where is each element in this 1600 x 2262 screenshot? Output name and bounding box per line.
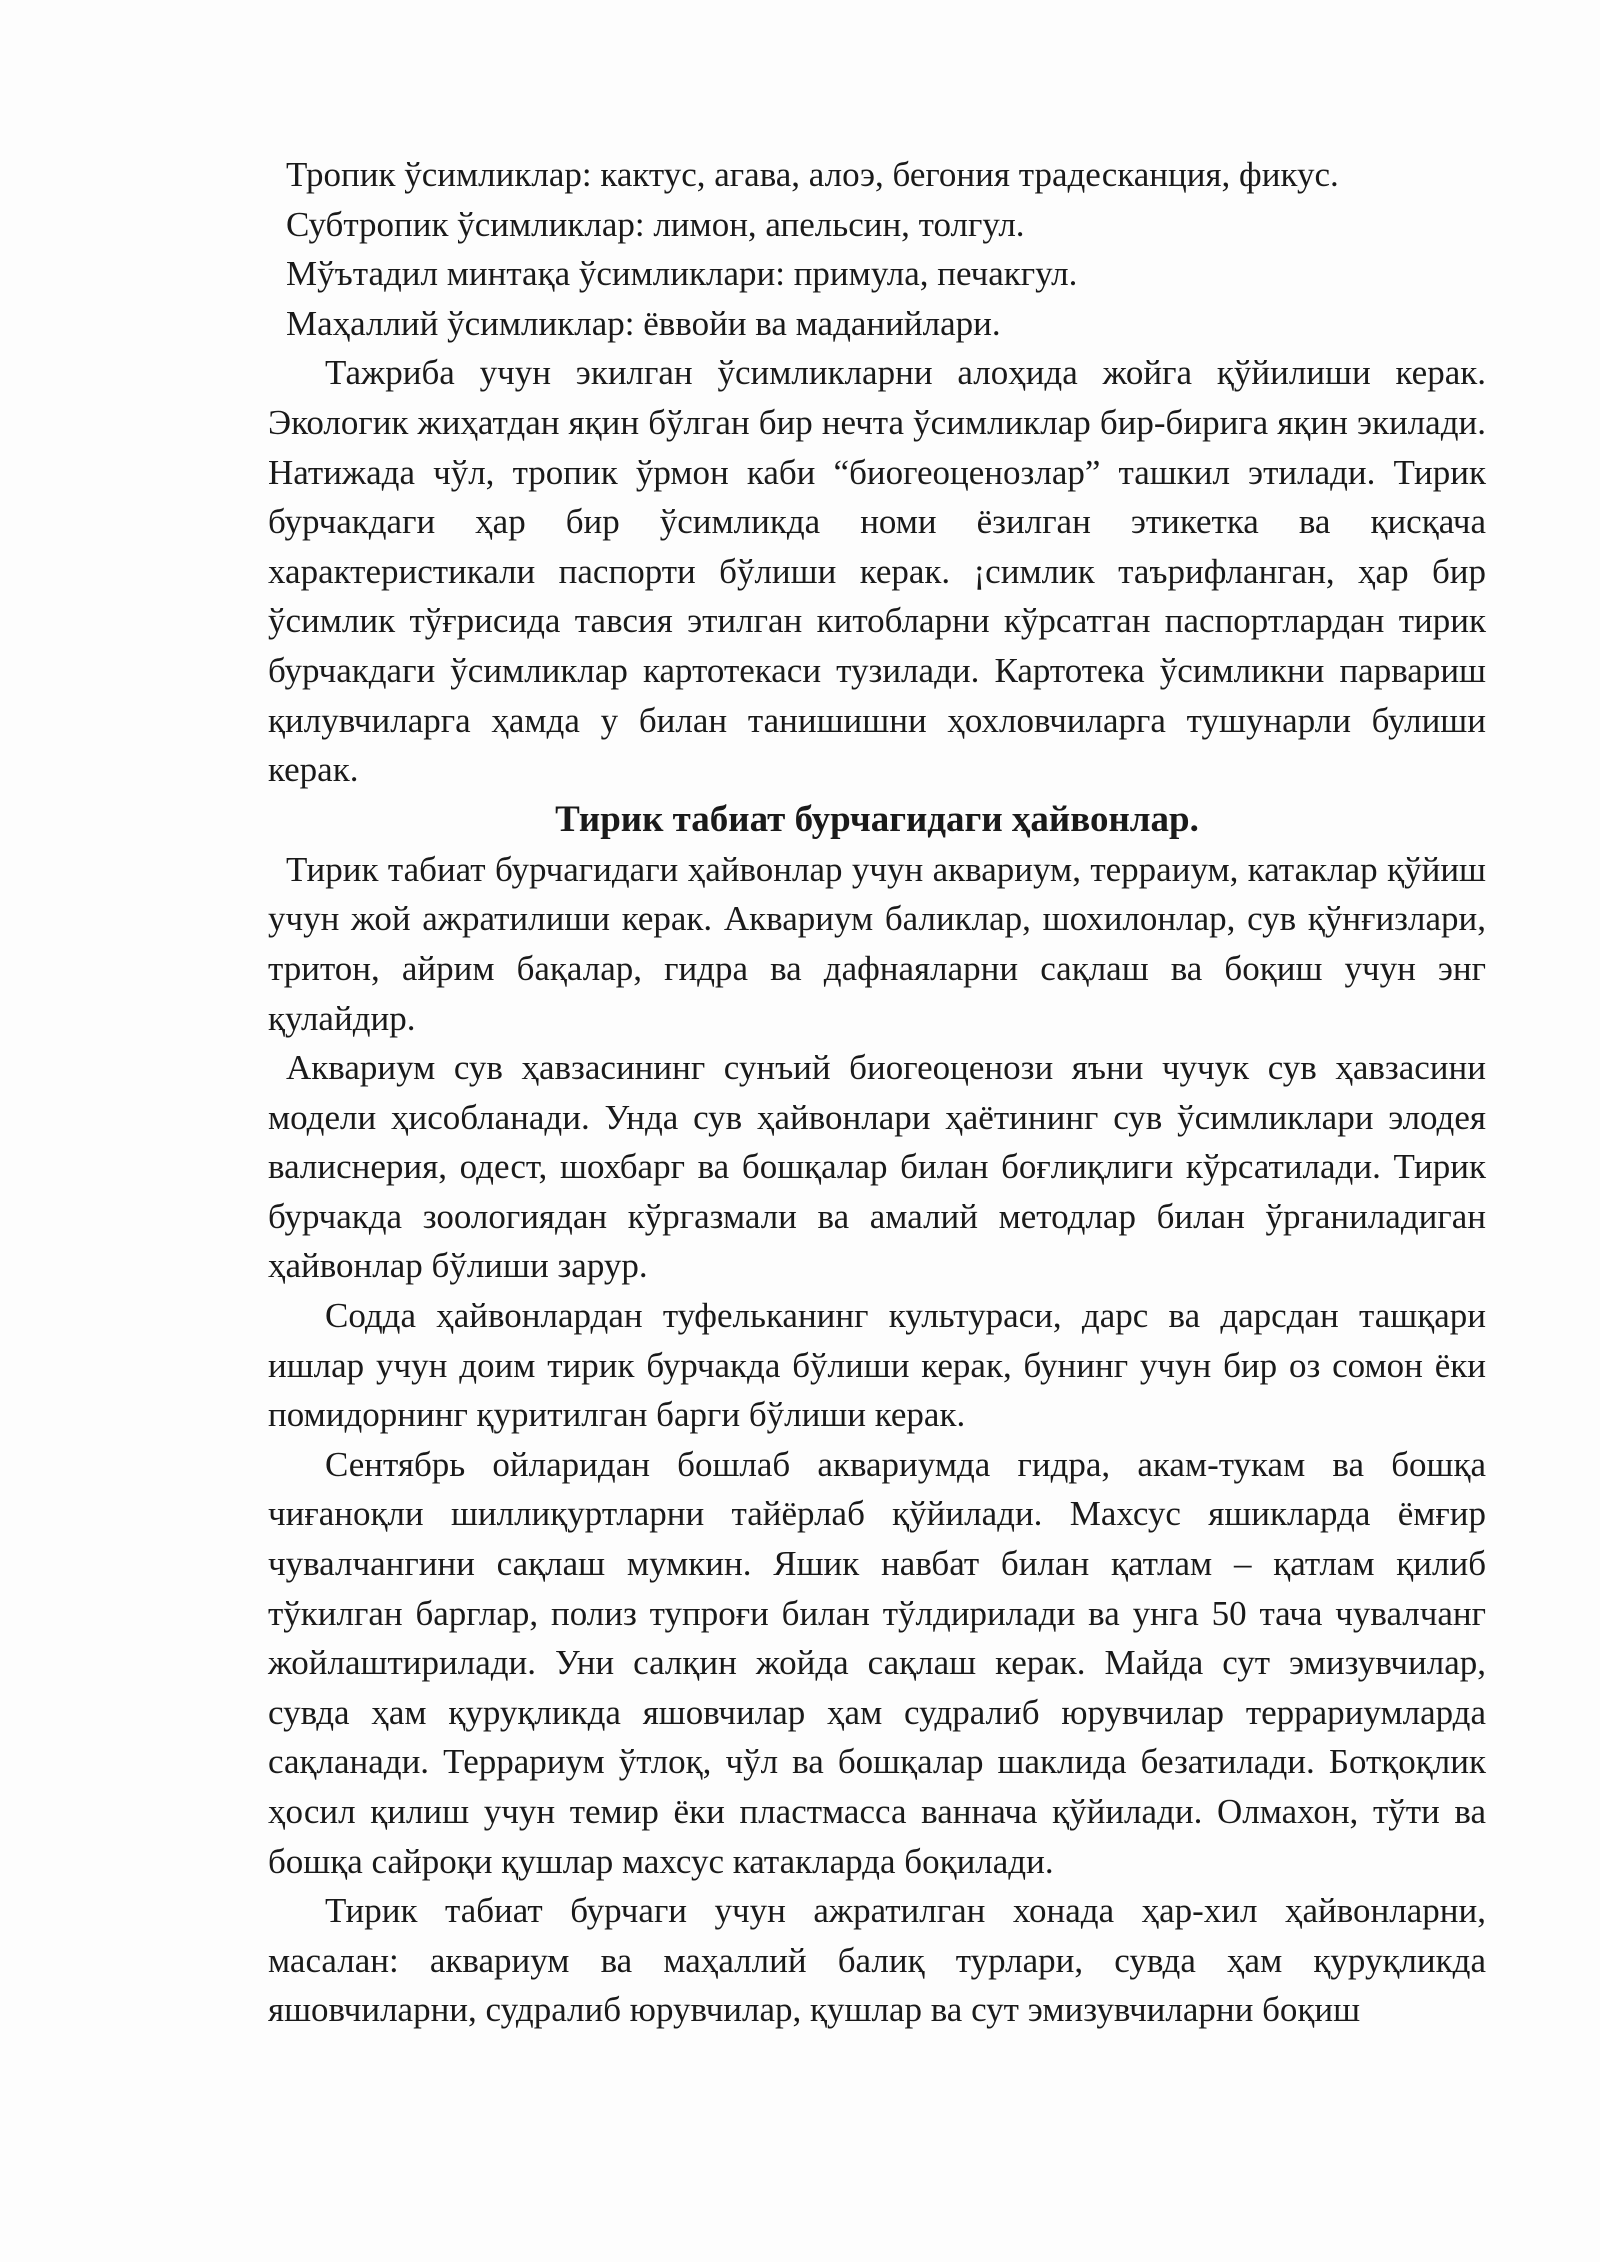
- paragraph-aquarium: Аквариум сув ҳавзасининг сунъий биогеоценози яъни чучук сув ҳавзасини модели ҳисобланади. Унда сув ҳайвонлари ҳаётининг сув ўсимликлари элодея валиснерия, одест, шохбарг ва бошқалар билан боғлиқлиги кўрсатилади. Тирик бурчакда зоологиядан кўргазмали ва амалий методлар билан ўрганиладиган ҳайвонлар бўлиши зарур.: [268, 1048, 1486, 1286]
- list-item-temperate-plants: Мўътадил минтақа ўсимликлари: примула, печакгул.: [286, 254, 1078, 294]
- paragraph-room-animals: Тирик табиат бурчаги учун ажратилган хонада ҳар-хил ҳайвонларни, масалан: аквариум ва маҳаллий балиқ турлари, сувда ҳам қуруқликда яшовчиларни, судралиб юрувчилар, қушлар ва сут эмизувчиларни боқиш: [268, 1891, 1486, 2030]
- paragraph-animals-space: Тирик табиат бурчагидаги ҳайвонлар учун аквариум, терраиум, катаклар қўйиш учун жой ажратилиши керак. Аквариум баликлар, шохилонлар, сув қўнғизлари, тритон, айрим бақалар, гидра ва дафнаяларни сақлаш ва боқиш учун энг қулайдир.: [268, 849, 1486, 1038]
- paragraph-september-preparation: Сентябрь ойларидан бошлаб аквариумда гидра, акам-тукам ва бошқа чиғаноқли шиллиқуртларни тайёрлаб қўйилади. Махсус яшикларда ёмғир чувалчангини сақлаш мумкин. Яшик навбат билан қатлам – қатлам қилиб тўкилган барглар, полиз тупроғи билан тўлдирилади ва унга 50 тача чувалчанг жойлаштирилади. Уни салқин жойда сақлаш керак. Майда сут эмизувчилар, сувда ҳам қуруқликда яшовчилар ҳам судралиб юрувчилар террариумларда сақланади. Террариум ўтлоқ, чўл ва бошқалар шаклида безатилади. Ботқоқлик ҳосил қилиш учун темир ёки пластмасса ваннача қўйилади. Олмахон, тўти ва бошқа сайроқи қушлар махсус катакларда боқилади.: [268, 1444, 1486, 1881]
- section-heading-animals: Тирик табиат бурчагидаги ҳайвонлар.: [555, 798, 1199, 840]
- paragraph-experiment-plants: Тажриба учун экилган ўсимликларни алоҳида жойга қўйилиши керак. Экологик жиҳатдан яқин бўлган бир нечта ўсимликлар бир-бирига яқин экилади. Натижада чўл, тропик ўрмон каби “биогеоценозлар” ташкил этилади. Тирик бурчакдаги ҳар бир ўсимликда номи ёзилган этикетка ва қисқача характеристикали паспорти бўлиши керак. ¡симлик таърифланган, ҳар бир ўсимлик тўғрисида тавсия этилган китобларни кўрсатган паспортлардан тирик бурчакдаги ўсимликлар картотекаси тузилади. Картотека ўсимликни парвариш қилувчиларга ҳамда у билан танишишни ҳохловчиларга тушунарли булиши керак.: [268, 353, 1486, 790]
- list-item-tropical-plants: Тропик ўсимликлар: кактус, агава, алоэ, бегония традесканция, фикус.: [286, 155, 1339, 194]
- document-body: [268, 150, 1486, 2035]
- list-item-subtropical-plants: Субтропик ўсимликлар: лимон, апельсин, толгул.: [286, 204, 1025, 244]
- list-item-local-plants: Маҳаллий ўсимликлар: ёввойи ва маданийлари.: [286, 303, 1001, 343]
- paragraph-simple-animals: Содда ҳайвонлардан туфельканинг культураси, дарс ва дарсдан ташқари ишлар учун доим тирик бурчакда бўлиши керак, бунинг учун бир оз сомон ёки помидорнинг қуритилган барги бўлиши керак.: [268, 1296, 1486, 1435]
